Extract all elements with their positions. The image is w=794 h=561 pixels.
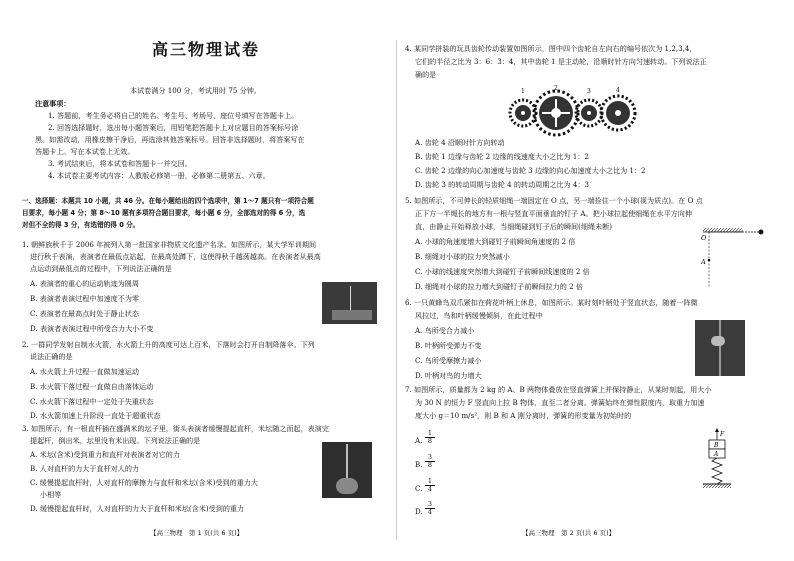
q4-option: D. 齿轮 3 的转动周期与齿轮 4 的转动周期之比为 4：3 — [415, 180, 590, 189]
page-footer: 【高三物理 第 2 页(共 6 页)】 — [522, 529, 616, 537]
spring-blocks-diagram — [697, 428, 737, 494]
q6-option: C. 鸟所受摩擦力减小 — [415, 356, 482, 365]
q6-option: A. 鸟所受合力减小 — [415, 326, 475, 335]
q5-stem: 直，由静止开始释放小球，当细绳碰到钉子后的瞬间(细绳未断) — [415, 222, 613, 231]
q2-option: A. 水火箭上升过程一直做加速运动 — [30, 367, 139, 376]
q4-stem: 4. 某同学拼装的玩具齿轮传动装置如图所示，图中四个齿轮自左向右的编号依次为 1,2,3,4， — [405, 44, 697, 53]
notice-line: 4. 本试卷主要考试内容：人教版必修第一册，必修第二册第五、六章。 — [48, 171, 270, 180]
notice-line: 2. 回答选择题时，选出每小题答案后，用铅笔把答题卡上对应题目的答案标号涂 — [48, 123, 299, 132]
point-o-label: O — [701, 234, 707, 242]
q7-stem: 为 30 N 的恒力 F 竖直向上拉 B 物体，直至二者分离。弹簧始终在弹性限度内，取重力加速 — [415, 398, 705, 407]
q2-stem: 2. 一群同学发射自制水火箭，水火箭上升的高度可达上百米，下落时会打开自制降落伞。下列 — [22, 340, 315, 349]
q7-option-fraction: $\frac{3}{8}$ — [425, 454, 435, 469]
q7-option-fraction: $\frac{1}{4}$ — [425, 478, 435, 493]
q7-option-letter: A. — [415, 436, 423, 445]
q4-option: A. 齿轮 4 沿顺时针方向转动 — [415, 138, 505, 147]
q6-stem: 风拉过，鸟和叶柄缓慢倾斜，在此过程中 — [415, 311, 543, 320]
section-heading: 对但不全的得 3 分，有选错的得 0 分。 — [22, 221, 140, 229]
q6-stem: 6. 一只黄蜂鸟双爪紧扣在荷花叶柄上休息，如图所示。某时刻叶柄处于竖直状态，随着一阵微 — [405, 298, 698, 307]
q1-option: A. 表演者的重心的运动轨迹为圆周 — [30, 279, 139, 288]
gear-2 — [534, 91, 578, 135]
page-footer: 【高三物理 第 1 页(共 6 页)】 — [150, 529, 244, 537]
q7-option-fraction: $\frac{3}{4}$ — [425, 501, 435, 516]
q5-stem: 正下方一半绳长的地方有一根与竖直平面垂直的钉子 A。把小球拉起使细绳在水平方向伸 — [415, 209, 692, 218]
notice-line: 1. 答题前，考生务必将自己的姓名、考生号、考场号、座位号填写在答题卡上。 — [48, 111, 299, 120]
q7-option-letter: D. — [415, 507, 423, 516]
gear-3 — [576, 100, 602, 126]
notice-line: 3. 考试结束后，将本试卷和答题卡一并交回。 — [48, 159, 192, 168]
q2-stem: 说法正确的是 — [30, 352, 73, 361]
q2-option: B. 水火箭下落过程一直做自由落体运动 — [30, 382, 154, 391]
gear-diagram — [507, 85, 647, 137]
q6-option: D. 叶柄对鸟的力增大 — [415, 371, 482, 380]
q1-stem: 点运动到最低点的过程中，下列说法正确的是 — [30, 264, 172, 273]
q3-option: A. 米坛(含米)受到重力和直杆对表演者对它的力 — [30, 450, 180, 459]
q4-option: B. 齿轮 1 边缘与齿轮 2 边缘的线速度大小之比为 1：2 — [415, 152, 589, 161]
pendulum-diagram — [699, 226, 779, 296]
section-heading: 目要求，每小题 4 分；第 8～10 题有多项符合题目要求，每小题 6 分，全部选对的得 6 分，选 — [22, 209, 306, 217]
section-heading: 一、选择题：本题共 10 小题，共 46 分。在每小题给出的四个选项中，第 1～7 题只有一项符合题 — [22, 197, 314, 205]
q5-option: A. 小球的角速度增大到碰钉子前瞬间角速度的 2 倍 — [415, 237, 576, 246]
q1-stem: 1. 朝鲜族秋千于 2006 年被列入第一批国家非物质文化遗产名录。如图所示，某大学军训期间 — [22, 240, 317, 249]
gear-1 — [510, 100, 536, 126]
notice-line: 答题卡上。写在本试卷上无效。 — [35, 147, 135, 156]
q3-stem: 3. 如图所示，有一根直杆插在盛满米的坛子里，街头表演者缓慢提起直杆，米坛随之而起，表演完 — [22, 424, 329, 433]
q3-stem: 提起杆，倒出米，坛里没有米出现。下列说法正确的是 — [30, 436, 201, 445]
gear-label: 2 — [554, 85, 558, 92]
svg-text:B: B — [714, 442, 719, 449]
q1-stem: 进行秋千表演，表演者在最低点站起，在最高处蹲下，这使得秋千越荡越高。在表演者从最高 — [30, 252, 321, 261]
q1-option: B. 表演者表演过程中加速度不为零 — [30, 294, 140, 303]
q5-option: B. 细绳对小球的拉力突然减小 — [415, 252, 510, 261]
q3-option: B. 人对直杆的力大于直杆对人的力 — [30, 464, 140, 473]
q5-stem: 5. 如图所示，不可伸长的轻质细绳一端固定在 O 点，另一端拴住一个小球(视为质点)。在 O 点 — [405, 196, 703, 205]
q3-option: 小相等 — [40, 490, 62, 499]
rice-jar-photo — [322, 442, 372, 498]
point-a-label: A — [701, 258, 706, 266]
gear-4 — [601, 96, 635, 130]
q4-stem: 确的是 — [415, 70, 437, 79]
nail-a — [708, 259, 711, 262]
q3-option: C. 缓慢提起直杆时，人对直杆的摩擦力与直杆和米坛(含米)受到的重力大 — [30, 478, 259, 487]
q7-option-letter: C. — [415, 484, 423, 493]
q7-stem: 度大小 g＝10 m/s²，则 B 和 A 刚分离时，弹簧的形变量为初始时的 — [415, 411, 632, 420]
gear-label: 1 — [521, 88, 525, 95]
spring — [712, 458, 722, 484]
q6-option: B. 叶柄所受弹力不变 — [415, 341, 482, 350]
q5-option: D. 细绳对小球的拉力增大到碰钉子前瞬间拉力的 2 倍 — [415, 282, 583, 291]
swing-photo — [322, 282, 377, 324]
q7-option-letter: B. — [415, 460, 423, 469]
svg-text:A: A — [714, 451, 719, 458]
q5-option: C. 小球的线速度突然增大到碰钉子前瞬间线速度的 2 倍 — [415, 267, 590, 276]
force-label: F — [720, 431, 725, 438]
q7-option-fraction: $\frac{1}{8}$ — [425, 430, 435, 445]
page-2 — [397, 0, 794, 561]
bird-photo — [695, 320, 745, 376]
q1-option: D. 表演者表演过程中所受合力大小不变 — [30, 324, 154, 333]
notice-line: 黑。如需改动，用橡皮擦干净后，再选涂其他答案标号。回答非选择题时，将答案写在 — [35, 135, 305, 144]
ball — [759, 230, 764, 235]
ceiling — [703, 228, 743, 232]
q7-stem: 7. 如图所示，质量都为 2 kg 的 A、B 两物体叠放在竖直弹簧上并保持静止，从某时刻起，用大小 — [405, 385, 712, 394]
exam-info: 本试卷满分 100 分，考试用时 75 分钟。 — [130, 86, 261, 95]
q2-option: D. 水火箭加速上升阶段一直处于超重状态 — [30, 411, 161, 420]
q1-option: C. 表演者在最高点时处于静止状态 — [30, 309, 139, 318]
ground — [703, 484, 731, 488]
notice-heading: 注意事项： — [35, 99, 71, 108]
q3-option: D. 缓慢提起直杆时，人对直杆的力大于直杆和米坛(含米)受到的重力 — [30, 504, 245, 513]
exam-title: 高三物理试卷 — [152, 40, 261, 59]
q4-option: C. 齿轮 2 边缘的向心加速度与齿轮 3 边缘的向心加速度大小之比为 1：2 — [415, 166, 646, 175]
q2-option: C. 水火箭下落过程中一定处于失重状态 — [30, 397, 154, 406]
q4-stem: 它们的半径之比为 3：6：3：4，其中齿轮 1 是主动轮，沿顺时针方向匀速转动。下列说法正 — [415, 57, 707, 66]
gear-label: 3 — [587, 88, 591, 95]
gear-label: 4 — [616, 87, 620, 94]
